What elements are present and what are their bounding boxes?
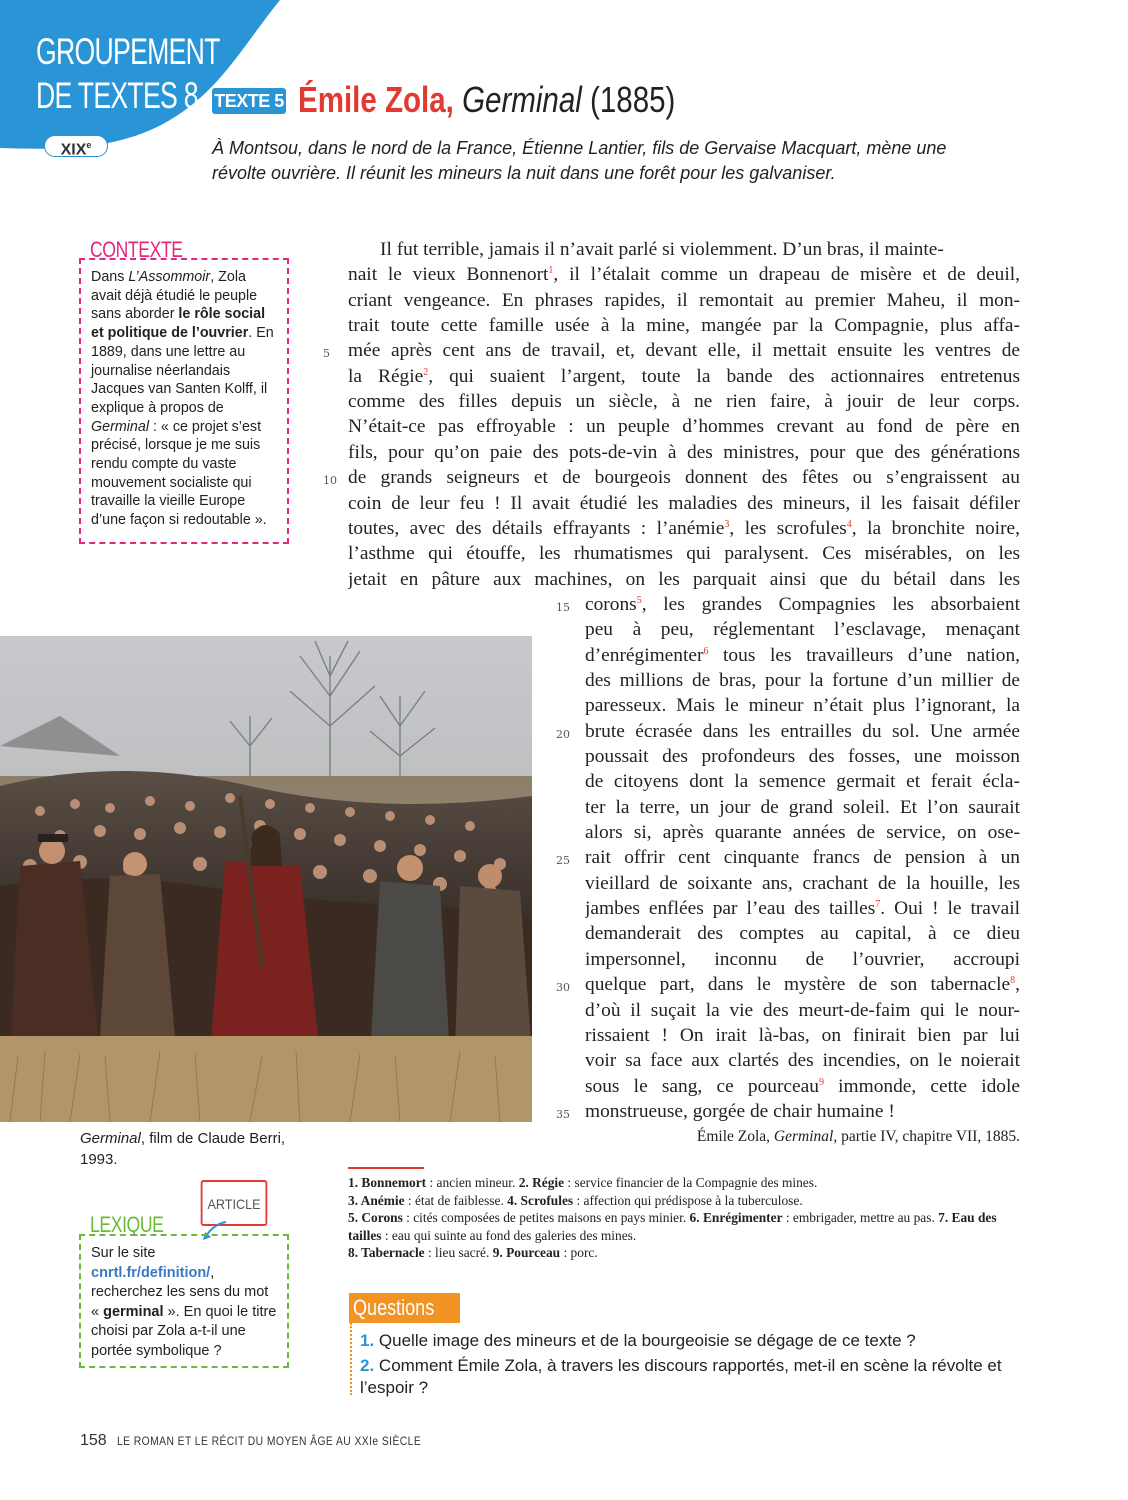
text-line (585, 871, 1020, 896)
text-span: demanderait des comptes au capital, à ce dieu (585, 923, 1020, 945)
footnote-term: 6. Enrégimenter (689, 1210, 783, 1225)
footnote-term: 2. Régie (518, 1175, 565, 1190)
text-line (348, 465, 1020, 490)
footnote-definition: : embrigader, mettre au pas. (782, 1210, 939, 1225)
banner-title (36, 30, 220, 118)
footnote-term: 7. Eau des tailles (348, 1210, 997, 1243)
intro-text: À Montsou, dans le nord de la France, Étienne Lantier, fils de Gervaise Macquart, mène une révolte ouvrière. Il réunit les mineurs la nuit dans une forêt pour les galvaniser. (212, 138, 947, 183)
text-span: tous les travailleurs d’une nation, (708, 644, 1020, 666)
text-line (585, 769, 1020, 794)
text-span: d’où il suçait la vie des meurt-de-faim qui le nour- (585, 999, 1020, 1021)
footnote-ref: 3 (724, 518, 730, 530)
source-citation (560, 1128, 1020, 1146)
text-span: des millions de bras, pour la fortune d’un millier de (585, 669, 1020, 691)
text-line (348, 288, 1020, 313)
text-span: N’était-ce pas effroyable : un peuple d’hommes crevant au fond de père en (348, 416, 1020, 438)
text-line (585, 693, 1020, 718)
lexique-word: germinal (103, 1303, 164, 1320)
questions-title-text: Questions (353, 1295, 435, 1320)
context-text-1: Dans (91, 269, 129, 285)
heading-author: Émile Zola, (298, 79, 454, 120)
running-title: LE ROMAN ET LE RÉCIT DU MOYEN ÂGE AU XXIe SIÈCLE (116, 1434, 422, 1448)
text-line (348, 364, 1020, 389)
lexique-text-1: Sur le site (91, 1245, 156, 1261)
footnote-definition: : état de faiblesse. (404, 1192, 508, 1208)
question-1-text: Quelle image des mineurs et de la bourgeoisie se dégage de ce texte ? (374, 1331, 916, 1350)
footnote-rule (348, 1167, 424, 1169)
footnote-ref: 1 (548, 265, 554, 277)
line-number: 5 (323, 347, 330, 361)
article-tag: ARTICLE (201, 1180, 268, 1226)
text-span: rissaient ! On irait là-bas, on finirait bien par lui (585, 1024, 1020, 1046)
photo-caption (80, 1128, 320, 1170)
text-line (585, 921, 1020, 946)
text-span: mée après cent ans de travail, et, devant elle, il mettait ensuite les ventres de (348, 340, 1020, 362)
source-pre: Émile Zola, (696, 1128, 774, 1145)
footnote-ref: 5 (636, 594, 642, 606)
text-span: d’enrégimenter (585, 644, 704, 666)
caption-rest: , film de Claude Berri, 1993. (80, 1130, 286, 1168)
text-span: coin de leur feu ! Il avait étudié les maladies des mineurs, il les faisait défiler (348, 492, 1020, 514)
century-sup: e (86, 140, 92, 150)
text-line (585, 896, 1020, 921)
context-text-4: : « ce projet s’est précisé, lorsque je me suis rendu compte du vaste mouvement socialiste qui travaille la vieille Europe d’une façon si redoutable ». (91, 418, 267, 529)
footnotes (348, 1174, 1016, 1262)
source-work: Germinal (773, 1128, 834, 1145)
footnote-line (348, 1192, 1016, 1210)
text-span: jetait en pâture aux machines, on les parquait ainsi que du bétail dans les (348, 568, 1020, 590)
question-2-text: Comment Émile Zola, à travers les discours rapportés, met-il en scène la révolte et l’espoir ? (360, 1356, 1002, 1397)
heading-work: Germinal (462, 79, 582, 120)
question-1-num: 1. (360, 1331, 375, 1350)
text-line (585, 668, 1020, 693)
footnote-ref: 4 (846, 518, 852, 530)
lexique-box (79, 1234, 289, 1368)
lexique-text-2: , recherchez les sens du mot « (91, 1264, 269, 1320)
banner-line-2: DE TEXTES 8 (36, 75, 198, 116)
footnote-term: 4. Scrofules (507, 1192, 574, 1208)
text-span: la Régie (348, 365, 424, 387)
text-span: de citoyens dont la semence germait et ferait écla- (585, 771, 1020, 793)
question-2-num: 2. (360, 1356, 375, 1375)
footnote-definition: : lieu sacré. (424, 1245, 493, 1260)
footnote-definition: : eau qui suinte au fond des galeries des mines. (381, 1227, 637, 1243)
footnote-definition: : porc. (560, 1245, 598, 1260)
text-span: peu à peu, réglementant l’esclavage, menaçant (585, 619, 1020, 641)
text-span: ter la terre, un jour de grand soleil. Et l’on saurait (585, 796, 1020, 818)
footnote-term: 1. Bonnemort (348, 1175, 427, 1190)
text-span: corons (585, 593, 637, 615)
caption-work: Germinal (80, 1130, 141, 1147)
footnote-line (348, 1174, 1016, 1192)
page-footer (80, 1432, 471, 1450)
footnote-term: 3. Anémie (348, 1192, 405, 1208)
text-span: voir sa face aux clartés des incendies, on le noierait (585, 1050, 1020, 1072)
text-span: de grands seigneurs et de bourgeois donnent des fêtes ou s’engraissent au (348, 467, 1020, 489)
text-span: , les grandes Compagnies les absorbaient (641, 593, 1020, 615)
text-line (348, 516, 1020, 541)
text-line (585, 744, 1020, 769)
context-bold: le rôle social et politique de l’ouvrier (91, 306, 266, 342)
text-line (348, 338, 1020, 363)
footnote-term: 9. Pourceau (492, 1245, 561, 1260)
text-span: trait toute cette famille usée à la mine, mangée par la Compagnie, plus affa- (348, 315, 1020, 337)
footnote-term: 8. Tabernacle (348, 1245, 425, 1260)
text-line (348, 491, 1020, 516)
context-text-2: , Zola avait déjà étudié le peuple sans aborder (91, 269, 258, 323)
text-line (585, 592, 1020, 617)
footnote-line (348, 1209, 1016, 1244)
film-still-photo (0, 636, 532, 1122)
text-span: . Oui ! le travail (880, 898, 1020, 920)
text-span: Il fut terrible, jamais il n’avait parlé si violemment. D’un bras, il mainte- (380, 239, 944, 260)
heading-year: (1885) (590, 79, 676, 120)
text-span: impersonnel, inconnu de l’ouvrier, accroupi (585, 948, 1020, 970)
line-number: 30 (556, 981, 570, 995)
line-number: 20 (556, 727, 570, 741)
text-span: quelque part, dans le mystère de son tabernacle (585, 974, 1011, 996)
text-line (585, 845, 1020, 870)
texte-badge: TEXTE 5 (212, 88, 286, 114)
text-span: comme des filles depuis un siècle, à ne rien faire, à jouir de leur corps. (348, 391, 1020, 413)
century-label: XIX (60, 141, 87, 159)
source-post: , partie IV, chapitre VII, 1885. (833, 1128, 1020, 1145)
footnote-ref: 7 (875, 899, 881, 911)
text-line (585, 1099, 1020, 1124)
text-span: rait offrir cent cinquante francs de pension à un (585, 847, 1020, 869)
text-span: brute écrasée dans les entrailles du sol. Une armée (585, 720, 1020, 742)
text-line (348, 389, 1020, 414)
text-span: criant vengeance. En phrases rapides, il remontait au premier Maheu, il mon- (348, 289, 1020, 311)
context-title: CONTEXTE (90, 237, 183, 262)
footnote-ref: 8 (1010, 975, 1016, 987)
text-span: l’asthme qui étouffe, les rhumatismes qui paralysent. Ces misérables, on les (348, 543, 1020, 565)
footnote-ref: 2 (423, 366, 429, 378)
text-span: poussait des profondeurs des fosses, une moisson (585, 746, 1020, 767)
text-span: immonde, cette idole (823, 1075, 1020, 1097)
text-span: paresseux. Mais le mineur n’était plus l’ignorant, la (585, 695, 1020, 717)
cnrtl-link[interactable]: cnrtl.fr/definition/ (91, 1264, 211, 1281)
line-number: 15 (556, 600, 570, 614)
line-number: 10 (323, 474, 337, 488)
footnote-ref: 9 (818, 1076, 824, 1088)
text-line (585, 998, 1020, 1023)
text-line (585, 1023, 1020, 1048)
questions-arrow (436, 1293, 446, 1323)
text-span: fils, pour qu’on paie des pots-de-vin à des ministres, pour que des générations (348, 441, 1020, 463)
photo-illustration (0, 636, 532, 1122)
text-line (585, 972, 1020, 997)
text-span: monstrueuse, gorgée de chair humaine ! (585, 1100, 895, 1122)
text-span: vieillard de soixante ans, crachant de la houille, les (585, 872, 1020, 894)
context-text-3: . En 1889, dans une lettre au journalise néerlandais Jacques van Santen Kolff, il explique à propos de (91, 325, 274, 416)
context-work-1: L’Assommoir (128, 269, 211, 285)
page-number: 158 (80, 1432, 107, 1449)
questions-rule (350, 1323, 352, 1395)
text-span: , les scrofules (729, 517, 847, 539)
text-line (585, 1048, 1020, 1073)
banner-line-1: GROUPEMENT (36, 31, 220, 72)
text-line (585, 643, 1020, 668)
text-span: alors si, après quarante années de service, on ose- (585, 822, 1020, 844)
century-badge (44, 135, 108, 157)
question-2 (360, 1355, 1020, 1399)
text-line (348, 262, 1020, 287)
text-line (348, 440, 1020, 465)
text-heading (298, 78, 675, 122)
footnote-definition: : cités composées de petites maisons en pays minier. (402, 1210, 690, 1225)
lexique-title: LEXIQUE (90, 1212, 164, 1237)
context-work-2: Germinal (91, 418, 149, 435)
text-line (348, 414, 1020, 439)
line-number: 35 (556, 1107, 570, 1121)
text-span: , la bronchite noire, (851, 517, 1020, 539)
text-span: nait le vieux Bonnenort (348, 264, 549, 286)
text-line (585, 795, 1020, 820)
text-line (348, 541, 1020, 566)
text-line (348, 313, 1020, 338)
text-line (585, 820, 1020, 845)
lexique-text-3: ». En quoi le titre choisi par Zola a-t-il une portée symbolique ? (91, 1303, 277, 1359)
footnote-definition: : affection qui prédispose à la tuberculose. (573, 1192, 803, 1208)
footnote-definition: : service financier de la Compagnie des mines. (564, 1175, 818, 1190)
footnote-ref: 6 (703, 645, 709, 657)
text-span: , il l’étalait comme un drapeau de misère et de deuil, (553, 264, 1020, 286)
text-line (380, 237, 1020, 262)
footnote-definition: : ancien mineur. (426, 1175, 519, 1190)
text-span: toutes, avec des détails effrayants : l’anémie (348, 517, 725, 539)
text-line (585, 719, 1020, 744)
line-number: 25 (556, 854, 570, 868)
context-box (79, 258, 289, 544)
text-span: , (1015, 974, 1020, 996)
text-span: sous le sang, ce pourceau (585, 1075, 819, 1097)
text-span: jambes enflées par l’eau des tailles (585, 898, 876, 920)
text-line (585, 947, 1020, 972)
footnote-term: 5. Corons (348, 1210, 403, 1225)
footnote-line (348, 1244, 1016, 1262)
text-line (348, 567, 1020, 592)
text-line (585, 1074, 1020, 1099)
text-line (585, 617, 1020, 642)
question-1 (360, 1330, 1020, 1352)
text-span: , qui suaient l’argent, toute la bande des actionnaires entretenus (428, 365, 1020, 387)
